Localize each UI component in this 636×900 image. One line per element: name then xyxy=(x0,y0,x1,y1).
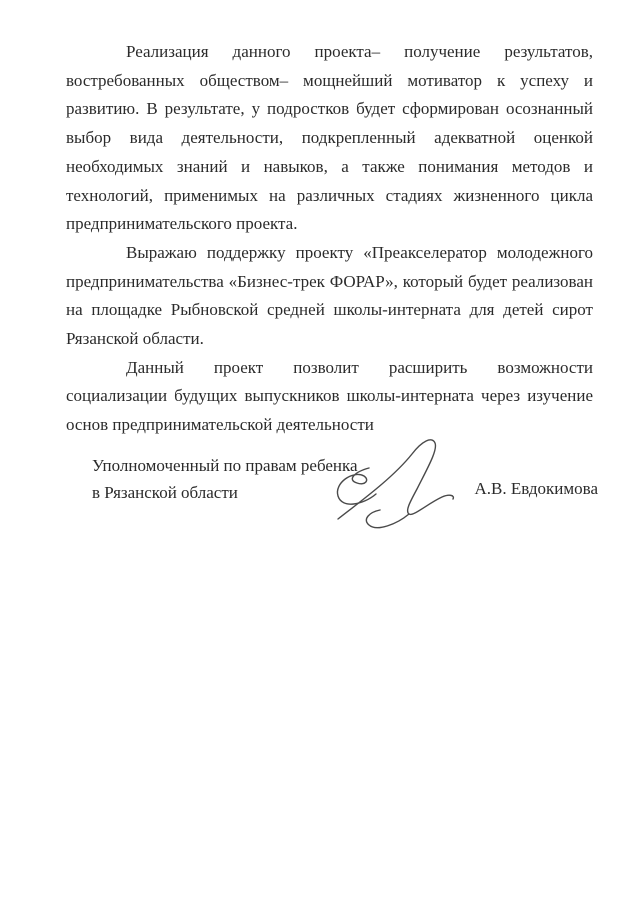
paragraph-project-results: Реализация данного проекта– получение результатов, востребованных обществом– мощнейший мотиватор к успеху и развитию. В результате, у подростков будет сформирован осознанный выбор вида деятельности, подкрепленный адекватной оценкой необходимых знаний и навыков, а также понимания методов и технологий, применимых на различных стадиях жизненного цикла предпринимательского проекта. xyxy=(66,42,593,234)
signatory-name: А.В. Евдокимова xyxy=(474,479,598,498)
letter-body xyxy=(66,38,593,440)
paragraph-support-statement: Выражаю поддержку проекту «Преакселератор молодежного предпринимательства «Бизнес-трек ФОРАР», который будет реализован на площадке Рыбновской средней школы-интерната для детей сирот Рязанской области. xyxy=(66,242,593,349)
signature-block xyxy=(92,450,598,535)
signatory-title xyxy=(92,452,358,506)
signatory-title-line-2: в Рязанской области xyxy=(92,483,238,502)
signatory-title-line-1: Уполномоченный по правам ребенка xyxy=(92,456,358,475)
paragraph-socialization: Данный проект позволит расширить возможности социализации будущих выпускников школы-интерната через изучение основ предпринимательской деятельности xyxy=(66,357,593,435)
handwritten-signature-icon xyxy=(332,435,464,535)
